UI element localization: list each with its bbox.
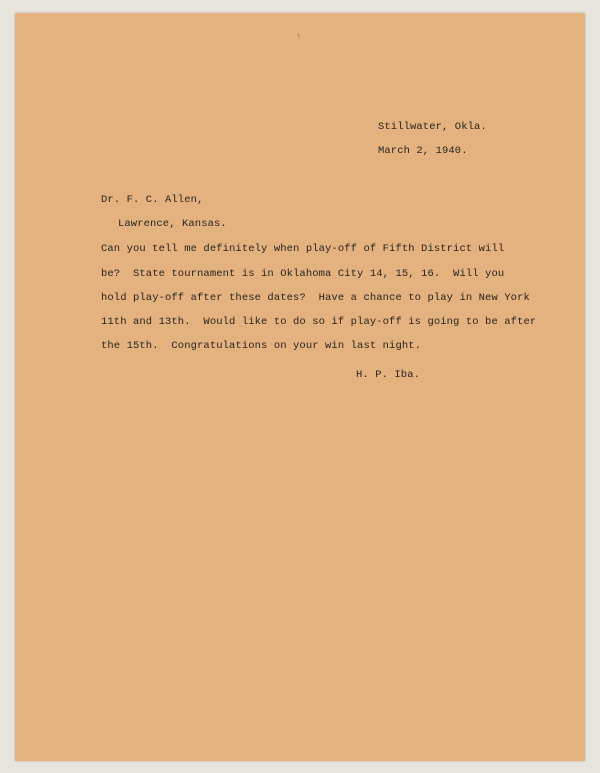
letter-sheet bbox=[15, 13, 585, 761]
body-line: the 15th. Congratulations on your win last night. bbox=[101, 340, 422, 352]
body-line: be? State tournament is in Oklahoma City 14, 15, 16. Will you bbox=[101, 268, 505, 280]
recipient-name: Dr. F. C. Allen, bbox=[101, 194, 204, 206]
body-line: 11th and 13th. Would like to do so if play-off is going to be after bbox=[101, 316, 537, 328]
body-line: Can you tell me definitely when play-off of Fifth District will bbox=[101, 243, 505, 255]
recipient-city: Lawrence, Kansas. bbox=[118, 218, 227, 230]
letter-place: Stillwater, Okla. bbox=[378, 121, 487, 133]
letter-date: March 2, 1940. bbox=[378, 145, 468, 157]
signature: H. P. Iba. bbox=[356, 369, 421, 381]
body-line: hold play-off after these dates? Have a chance to play in New York bbox=[101, 292, 530, 304]
